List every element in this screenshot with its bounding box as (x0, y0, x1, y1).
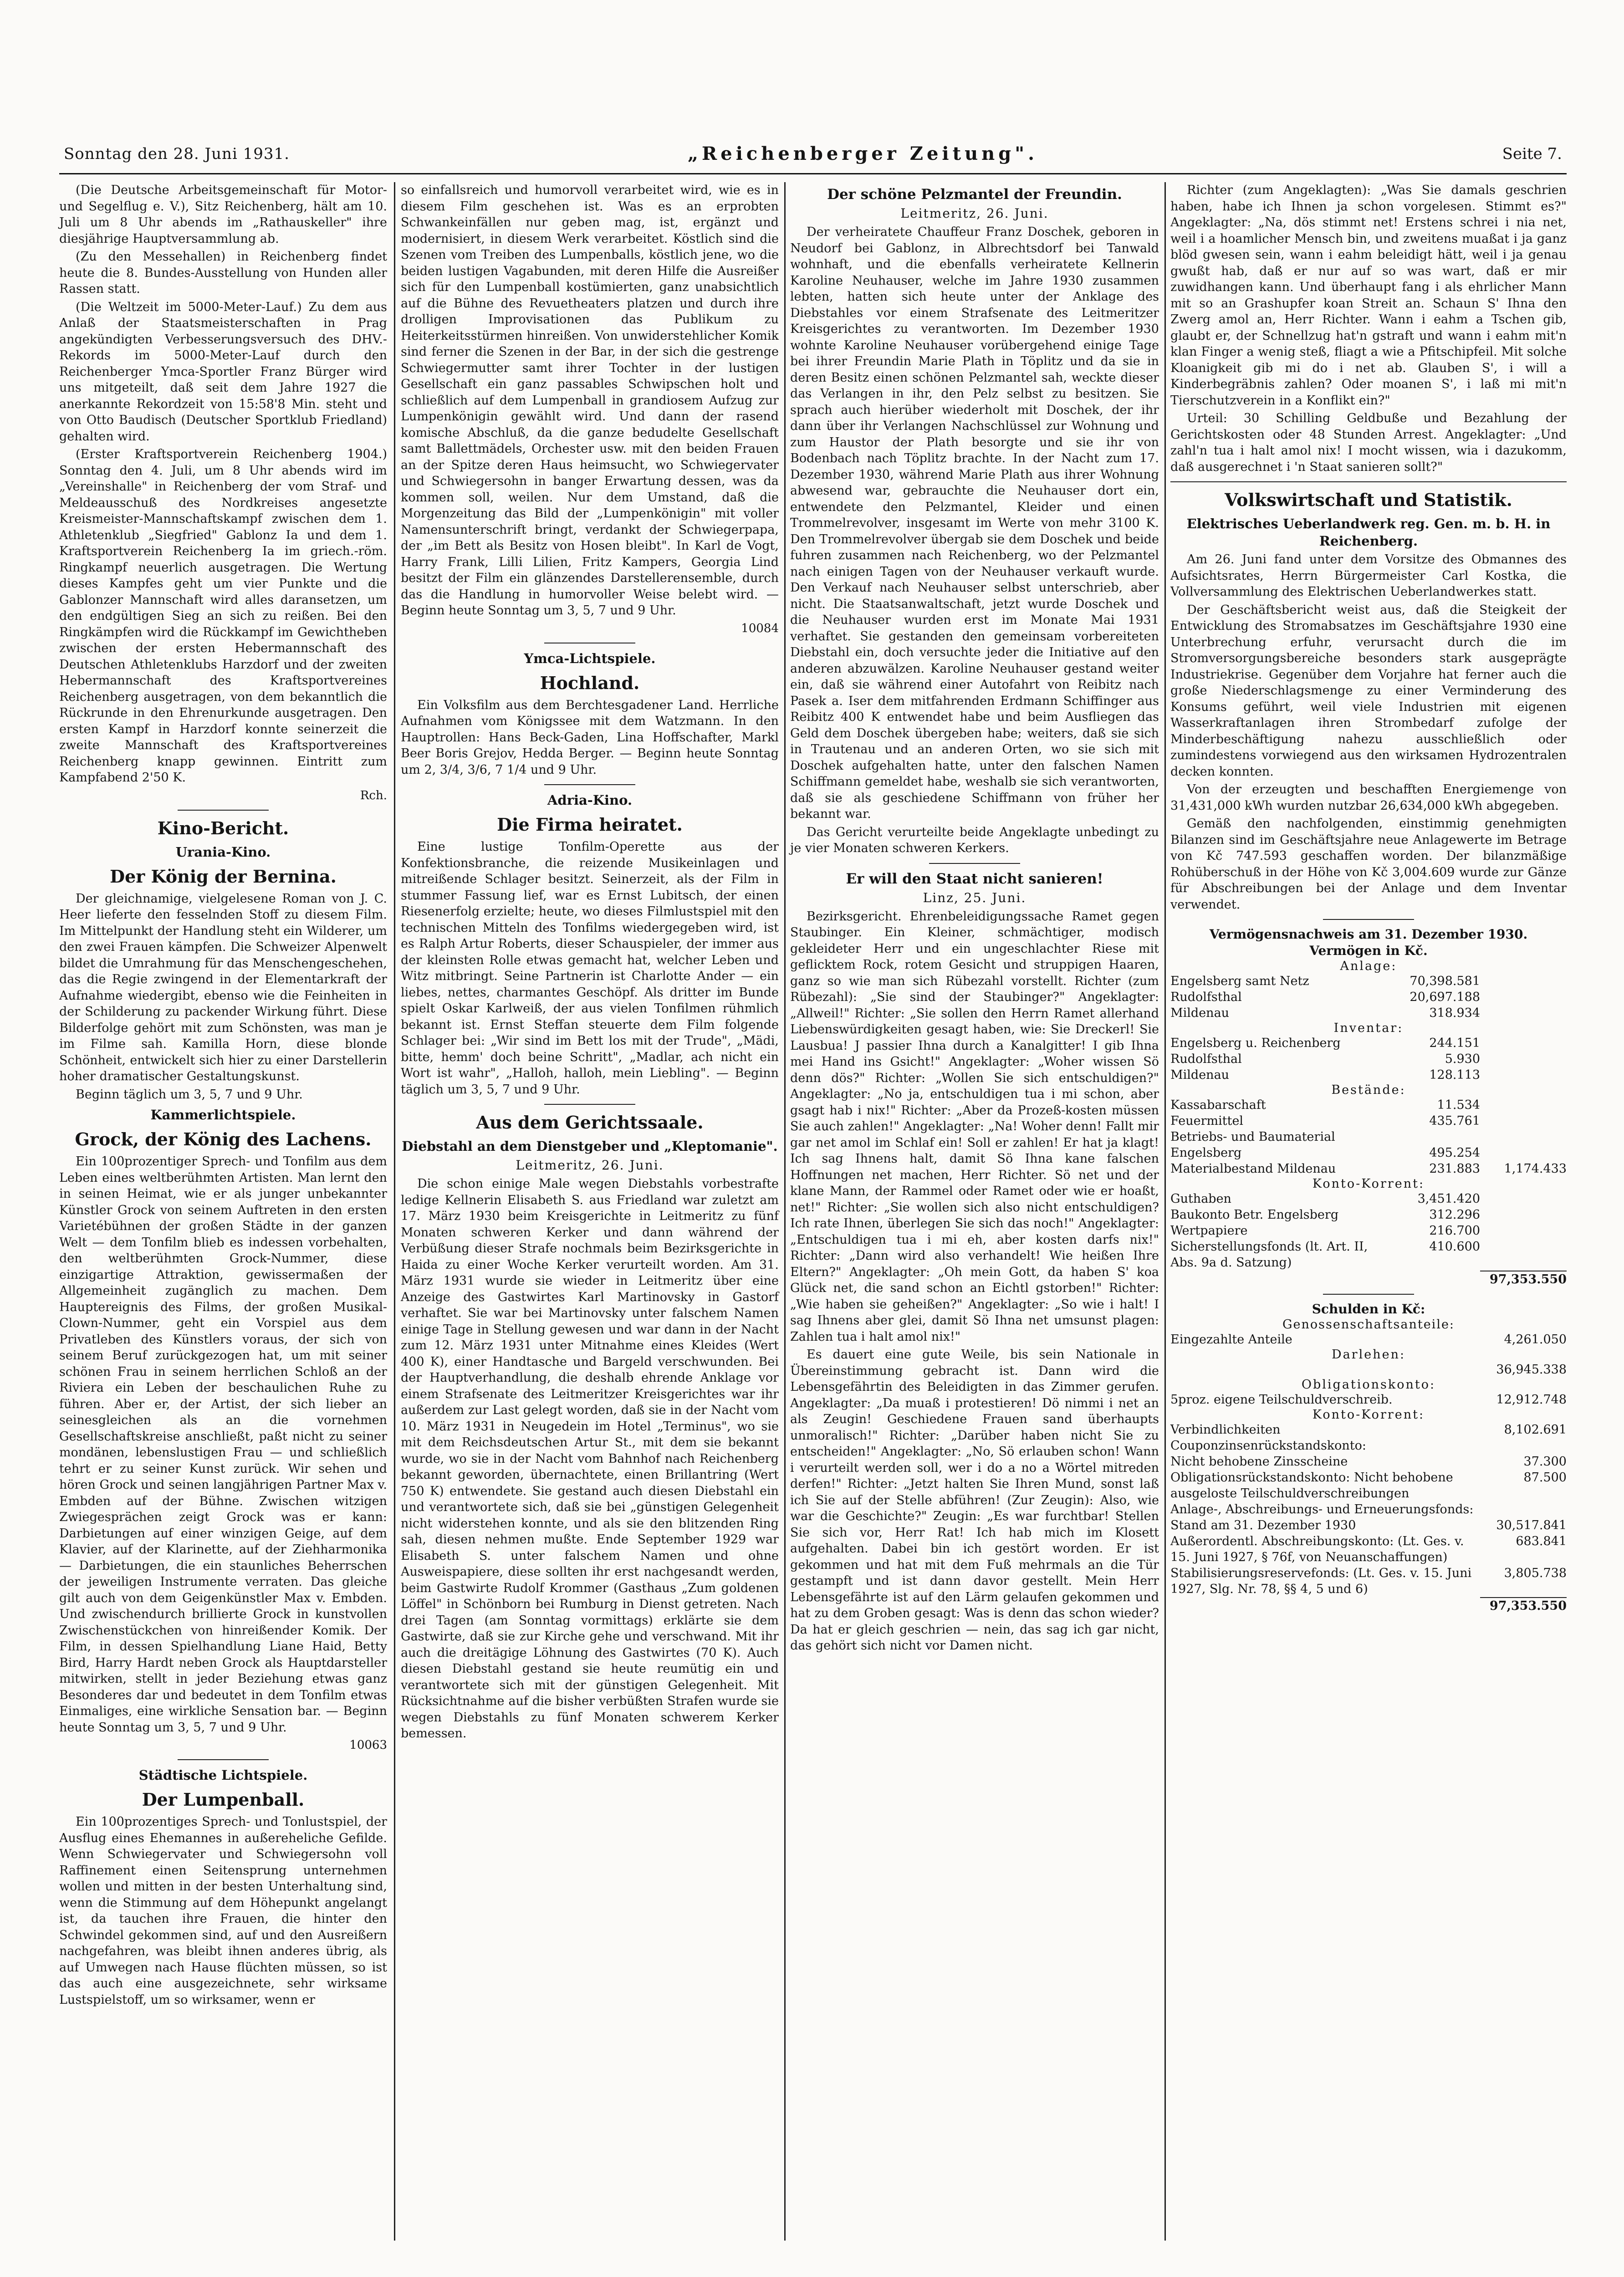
row-label: Engelsberg u. Reichenberg (1170, 1036, 1341, 1050)
divider (1170, 481, 1567, 482)
table-row (1170, 1362, 1567, 1378)
row-value: 495.254 (1429, 1146, 1480, 1160)
row-value: 244.151 (1429, 1036, 1480, 1050)
row-label: Guthaben (1170, 1192, 1231, 1206)
asset-table-anlage (1170, 973, 1567, 1021)
row-value (1480, 1005, 1567, 1021)
row-value: 87.500 (1523, 1470, 1567, 1485)
divider (1323, 1294, 1414, 1295)
asset-total (1170, 1271, 1567, 1287)
row-value (1480, 989, 1567, 1005)
row-label: Obligationsrückstandskonto: Nicht behobene ausgeloste Teilschuldverschreibungen (1170, 1470, 1453, 1501)
notice-flight-association: (Die Deutsche Arbeitsgemeinschaft für Motor- und Segelflug e. V.), Sitz Reichenberg, hält am 10. Juli um 8 Uhr abends im „Rathauskeller" ihre diesjährige Hauptversammlung ab. (59, 183, 387, 246)
divider (178, 1759, 269, 1760)
row-label: Außerordentl. Abschreibungskonto: (Lt. Ges. v. 15. Juni 1927, § 76f, von Neuanschaffungen) (1170, 1534, 1464, 1564)
issue-date: Sonntag den 28. Juni 1931. (64, 145, 290, 163)
table-row (1170, 1035, 1567, 1051)
article-heading: Hochland. (540, 672, 640, 693)
divider (544, 1104, 635, 1105)
table-row (1170, 1207, 1567, 1223)
column-3 (790, 182, 1159, 1656)
article-subheading: Elektrisches Ueberlandwerk reg. Gen. m. b. H. in Reichenberg. (1186, 516, 1551, 549)
row-value: 3,805.738 (1504, 1566, 1567, 1580)
table-row (1170, 1533, 1567, 1565)
article-heading: Grock, der König des Lachens. (75, 1129, 372, 1149)
row-label: Feuermittel (1170, 1114, 1244, 1128)
divider (178, 810, 269, 811)
table-row (1170, 1239, 1567, 1271)
table-row (1170, 1422, 1567, 1438)
notice-dog-show: (Zu den Messehallen) in Reichenberg findet heute die 8. Bundes-Ausstellung von Hunden aller Rassen statt. (59, 250, 387, 296)
row-value: 318.934 (1429, 1006, 1480, 1020)
row-label: Betriebs- und Baumaterial (1170, 1130, 1335, 1144)
table-row (1170, 1392, 1567, 1408)
column-divider (1164, 182, 1166, 2241)
row-value: 312.296 (1429, 1208, 1480, 1222)
column-divider (784, 182, 786, 2241)
cinema-name: Urania-Kino. (175, 844, 271, 860)
dateline: Leitmeritz, 26. Juni. (516, 1158, 664, 1173)
row-label: Nicht behobene Zinsscheine (1170, 1455, 1348, 1469)
divider (1323, 919, 1414, 920)
row-label: Kassabarschaft (1170, 1098, 1266, 1112)
asset-total-value: 97,353.550 (1480, 1271, 1567, 1287)
row-value (1480, 1438, 1567, 1454)
article-verdict: Urteil: 30 Schilling Geldbuße und Bezahlung der Gerichtskosten oder 48 Stunden Arrest. Angeklagter: „Und zahl'n tua i halt amol nix! I mocht wissen, wia i dazukomm, daß ausgerechnet i 'n Staat sanieren sollt?" (1170, 411, 1567, 474)
row-value: 8,102.691 (1504, 1423, 1567, 1437)
row-value: 435.761 (1429, 1114, 1480, 1128)
article-heading: Der schöne Pelzmantel der Freundin. (827, 186, 1122, 203)
dateline: Linz, 25. Juni. (923, 890, 1026, 905)
row-value (1480, 1067, 1567, 1083)
row-value: 30,517.841 (1496, 1518, 1567, 1532)
newspaper-title: „Reichenberger Zeitung". (688, 143, 1038, 164)
table-row (1170, 1191, 1567, 1207)
notice-5000m-record: (Die Weltzeit im 5000-Meter-Lauf.) Zu dem aus Anlaß der Staatsmeisterschaften in Prag angekündigten Verbesserungsversuch des DHV.-Rekords im 5000-Meter-Lauf durch den Reichenberger Ymca-Sportler Franz Bürger wird uns mitgeteilt, daß seit dem Jahre 1927 die anerkannte Rekordzeit von 15:58'8 Min. steht und von Otto Baudisch (Deutscher Sportklub Friedland) gehalten wird. (59, 300, 387, 444)
column-divider (394, 182, 395, 2241)
row-label: Rudolfsthal (1170, 990, 1242, 1004)
row-label: Mildenau (1170, 1068, 1230, 1082)
row-value (1480, 1207, 1567, 1223)
table-row (1170, 1454, 1567, 1470)
table-row (1170, 1161, 1567, 1177)
article-body: Die schon einige Male wegen Diebstahls vorbestrafte ledige Kellnerin Elisabeth S. aus Friedland war zuletzt am 17. März 1930 beim Kreisgerichte in Leitmeritz zu fünf Monaten schweren Kerker und dann während der Verbüßung dieser Strafe nochmals beim Bezirksgerichte in Haida zu einer Woche Kerker verurteilt worden. Am 31. März 1931 wurde sie wieder in Leitmeritz über eine Anzeige des Gastwirtes Karl Martinovsky in Gastorf verhaftet. Sie war bei Martinovsky unter falschem Namen einige Tage in Stellung gewesen und war dann in der Nacht zum 12. März 1931 unter Mitnahme eines Kleides (Wert 400 K), einer Handtasche und Bargeld verschwunden. Bei der Hauptverhandlung, die deshalb ehrende Anklage vor einem Strafsenate des Leitmeritzer Kreisgerichtes war ihr außerdem zur Last gelegt worden, daß sie in der Nacht vom 10. März 1931 in Neugedein im Hotel „Terminus", wo sie mit dem Reichsdeutschen Artur St., mit dem sie bekannt wurde, wo sie in der Nacht vom Bahnhof nach Reichenberg bekannt geworden, übernachtete, einen Brillantring (Wert 750 K) entwendete. Sie gestand auch diesen Diebstahl ein und verantwortete sich, daß sie bei „günstigen Gelegenheit nicht widerstehen konnte, und als sie den blitzenden Ring sah, diesen nehmen mußte. Ende September 1929 war Elisabeth S. unter falschem Namen und ohne Ausweispapiere, diese sollten ihr erst nachgesandt werden, beim Gastwirte Rudolf Krommer (Gasthaus „Zum goldenen Löffel" in Schönborn bei Rumburg in Dienst getreten. Nach drei Tagen (am Sonntag vormittags) erklärte sie dem Gastwirte, daß sie zur Kirche gehe und verschwand. Mit ihr auch die dreitägige Löhnung des Gastwirtes (70 K). Auch diesen Diebstahl gestand sie heute reumütig ein und verantwortete sich mit der günstigen Gelegenheit. Mit Rücksichtnahme auf die bisher verbüßten Strafen wurde sie wegen Diebstahls zu fünf Monaten schwerem Kerker bemessen. (401, 1177, 779, 1741)
table-row (1170, 989, 1567, 1005)
cinema-name: Kammerlichtspiele. (150, 1107, 296, 1123)
balance-title: Vermögensnachweis am 31. Dezember 1930. (1209, 927, 1528, 942)
row-value: 1,174.433 (1504, 1162, 1567, 1176)
table-row (1170, 1470, 1567, 1501)
ad-number: 10063 (349, 1738, 387, 1752)
row-value (1480, 1113, 1567, 1129)
balance-group-label: Obligationskonto: (1301, 1378, 1436, 1392)
liab-table-1 (1170, 1332, 1567, 1348)
row-label: Sicherstellungsfonds (lt. Art. II, Abs. 9a d. Satzung) (1170, 1240, 1368, 1270)
table-row (1170, 1332, 1567, 1348)
row-value (1480, 1035, 1567, 1051)
table-row (1170, 1145, 1567, 1161)
section-heading-cinema: Kino-Bericht. (157, 817, 289, 838)
liab-total-value: 97,353.550 (1480, 1598, 1567, 1614)
balance-subtitle: Vermögen in Kč. (1309, 943, 1428, 958)
article-body: Von der erzeugten und beschafften Energiemenge von 31,431,000 kWh wurden nutzbar 26,634,000 kWh abgegeben. (1170, 782, 1567, 813)
article-body: Der verheiratete Chauffeur Franz Doschek, geboren in Neudorf bei Gablonz, in Albrechtsdorf bei Tanwald wohnhaft, und die ebenfalls verheiratete Kellnerin Karoline Neuhauser, welche im Jahre 1930 zusammen lebten, hatten sich heute unter der Anklage des Diebstahles vor einem Strafsenate des Leitmeritzer Kreisgerichtes zu verantworten. Im Dezember 1930 wohnte Karoline Neuhauser vorübergehend einige Tage bei ihrer Freundin Marie Plath in Töplitz und da sie in deren Besitz einen schönen Pelzmantel sah, weckte dieser das Verlangen in ihr, den Pelz selbst zu besitzen. Sie sprach auch hierüber wiederholt mit Doschek, der ihr dann über ihr Verlangen Nachschlüssel zur Wohnung und zum Haustor der Plath besorgte und sie ihr von Bodenbach nach Töplitz brachte. In der Nacht zum 17. Dezember 1930, während Marie Plath aus ihrer Wohnung abwesend war, gebrauchte die Neuhauser dort ein, entwendete den Pelzmantel, Kleider und einen Trommelrevolver, insgesamt im Werte von mehr 3100 K. Den Trommelrevolver übergab sie dem Doschek und beide fuhren zusammen nach Reichenberg, wo der Pelzmantel nach einigen Tagen von der Neuhauser verkauft wurde. Den Verkauf nach Neuhauser selbst unterschrieb, aber nicht. Die Staatsanwaltschaft, jetzt wurde Doschek und die Neuhauser wurden erst im Monate Mai 1931 verhaftet. Sie gestanden den gemeinsam vorbereiteten Diebstahl ein, doch versuchte jeder die Initiative auf den anderen abzuwälzen. Karoline Neuhauser gestand weiter ein, daß sie während einer Autofahrt von Reibitz nach Pasek a. Iser dem mitfahrenden Erdmann Schiffinger aus Reibitz 400 K entwendet habe und beim Ausfliegen das Geld dem Doschek übergeben habe; weiters, daß sie sich in Trautenau und an anderen Orten, wo sie sich mit Doschek aufgehalten hatte, unter den falschen Namen Schiffmann gemeldet habe, weshalb sie sich verantworten, daß sie als geschiedene Schiffmann von früher her bekannt war. (790, 225, 1159, 821)
row-value: 5.930 (1445, 1052, 1480, 1066)
row-label (1170, 1362, 1480, 1378)
row-value: 410.600 (1429, 1240, 1480, 1254)
article-verdict: Das Gericht verurteilte beide Angeklagte unbedingt zu je vier Monaten schweren Kerkers. (790, 825, 1159, 855)
row-value: 683.841 (1516, 1534, 1567, 1548)
cinema-name: Adria-Kino. (547, 792, 633, 808)
divider (929, 863, 1020, 864)
article-body: Richter (zum Angeklagten): „Was Sie damals geschrien haben, habe ich Ihnen ja schon vorgelesen. Stimmt es?" Angeklagter: „Na, dös stimmt net! Erstens schrei i nia net, weil i a hoamlicher Mensch bin, und zweitens muaßat i ja ganz blöd gwesen sein, wann i eahm beleidigt hätt, weil i ja genau gwußt hab, daß er nur auf so was wart, daß er mir zuwidhangen kann. Und überhaupt fang i als ehrlicher Mann mit so an Grashupfer koan Streit an. Schaun S' Ihna den Zwerg amol an, Herr Richter. Wann i eahm a Tschen gib, glaubt er, der Schnellzug hat'n gstraft und wann i eahm mit'n klan Finger a wenig steß, fliagt a wie a Pfitschipfeil. Mit solche Kloanigkeit gib mi do i net ab. Glauben S', i will a Kinderbegräbnis zahlen? Oder moanen S', i laß mi mit'n Tierschutzverein in a Konflikt ein?" (1170, 183, 1567, 408)
balance-group-label: Konto-Korrent: (1312, 1177, 1425, 1191)
row-value: 20,697.188 (1410, 990, 1480, 1004)
table-row (1170, 1113, 1567, 1129)
row-value: 216.700 (1429, 1224, 1480, 1238)
row-value (1480, 1129, 1567, 1145)
column-4 (1170, 182, 1567, 1614)
column-2 (401, 182, 779, 1744)
article-heading: Er will den Staat nicht sanieren! (846, 870, 1103, 887)
balance-group-label: Inventar: (1333, 1021, 1404, 1035)
balance-group-label: Bestände: (1331, 1083, 1406, 1097)
liab-table-2 (1170, 1362, 1567, 1378)
row-value (1480, 1191, 1567, 1207)
row-label: Materialbestand Mildenau (1170, 1162, 1336, 1176)
article-subheading: Diebstahl an dem Dienstgeber und „Kleptomanie". (402, 1138, 778, 1154)
table-row (1170, 1223, 1567, 1239)
row-value (1480, 1145, 1567, 1161)
section-heading-economy: Volkswirtschaft und Statistik. (1225, 490, 1512, 510)
row-label: Mildenau (1170, 1006, 1230, 1020)
article-body: Eine lustige Tonfilm-Operette aus der Konfektionsbranche, die reizende Musikeinlagen und mitreißende Schlager besitzt. Seinerzeit, als der Film in stummer Fassung lief, war es Ernst Lubitsch, der einen Riesenerfolg erzielte; heute, wo dieses Filmlustspiel mit den technischen Mitteln des Tonfilms wiedergegeben wird, ist es Ralph Artur Roberts, dieser Schauspieler, der immer aus der kleinsten Rolle etwas gemacht hat, welcher Leben und Witz mitbringt. Seine Partnerin ist Charlotte Ander — ein liebes, nettes, charmantes Geschöpf. Als dritter im Bunde spielt Oskar Karlweiß, der aus vielen Tonfilmen rühmlich bekannt ist. Ernst Steffan steuerte dem Film folgende Schlager bei: „Wir sind im Bett los mit der Trude", „Mädi, bitte, hemm' doch beine Schritt", „Madlar, ach nicht ein Wort ist wahr", „Halloh, halloh, mein Liebling". — Beginn täglich um 3, 5, 7 und 9 Uhr. (401, 840, 779, 1097)
ad-number: 10084 (741, 621, 779, 635)
row-label: Couponzinsenrückstandskonto: (1170, 1439, 1367, 1453)
header-rule (59, 173, 1567, 174)
row-value (1480, 1501, 1567, 1517)
liab-table-3 (1170, 1392, 1567, 1408)
row-value: 12,912.748 (1496, 1393, 1567, 1407)
article-heading: Der König der Bernina. (110, 866, 337, 887)
row-value: 4,261.050 (1504, 1333, 1567, 1347)
table-row (1170, 1129, 1567, 1145)
article-body: Der gleichnamige, vielgelesene Roman von J. C. Heer lieferte den fesselnden Stoff zu diesem Film. Im Mittelpunkt der Handlung steht ein Wilderer, um den zwei Frauen kämpfen. Die Schweizer Alpenwelt bildet die Umrahmung für das Menschengeschehen, das die Regie zwingend in der Elementarkraft der Aufnahme wiedergibt, ebenso wie die Feinheiten in der Schilderung zu packender Wirkung führt. Diese Bilderfolge gehört mit zum Schönsten, was man je im Filme sah. Kamilla Horn, diese blonde Schönheit, entwickelt sich hier zu einer Darstellerin hoher dramatischer Gestaltungskunst. (59, 891, 387, 1083)
liab-table-4 (1170, 1422, 1567, 1597)
cinema-name: Städtische Lichtspiele. (138, 1767, 308, 1783)
balance-group-label: Genossenschaftsanteile: (1282, 1317, 1455, 1332)
table-row (1170, 1005, 1567, 1021)
article-body: Bezirksgericht. Ehrenbeleidigungssache Ramet gegen Staubinger. Ein Kleiner, schmächtiger, modisch gekleideter Herr und ein ungeschlachter Riese mit geflicktem Rock, rotem Gesicht und struppigen Haaren, ganz so wie man sich Rübezahl vorstellt. Richter (zum Rübezahl): „Sie sind der Staubinger?" Angeklagter: „Allweil!" Richter: „Sie sollen den Herrn Ramet allerhand Liebenswürdigkeiten gesagt haben, wie: Sie Dreckerl! Sie Lausbua! J passier Ihna durch a Kanalgitter! I gib Ihna mei Hand ins Gsicht!" Angeklagter: „Woher wissen Sö denn dös?" Richter: „Wollen Sie sich entschuldigen?" Angeklagter: „No ja, entschuldigen tua i mi schon, aber gsagt hab i nix!" Richter: „Aber da Prozeß-kosten müssen Sie auch zahlen!" Angeklagter: „Na! Woher denn! Fallt mir gar net amol im Schlaf ein! Soll er zahlen! Er hat ja klagt! Ich sag Ihnens halt, damit Sö Ihna kane falschen Hoffnungen net machen, Herr Richter. Sö net und der klane Mann, der Rammel oder Ramet oder wie er hoaßt, net!" Richter: „Sie wollen sich also nicht entschuldigen? Ich rate Ihnen, überlegen Sie sich das noch!" Angeklagter: „Entschuldigen tua i mi eh, aber kosten darfs nix!" Richter: „Dann wird also verhandelt! Wie heißen Ihre Eltern?" Angeklagter: „Oh mein Gott, da haben S' koa Glück net, die sand schon an Eichtl gstorben!" Richter: „Wie haben sie geheißen?" Angeklagter: „So wie i halt! I sag Ihnens aber glei, damit Sö Ihna net umsunst plagen: Zahlen tua i halt amol nix!" (790, 909, 1159, 1344)
article-body: Am 26. Juni fand unter dem Vorsitze des Obmannes des Aufsichtsrates, Herrn Bürgermeister Carl Kostka, die Vollversammlung des Elektrischen Ueberlandwerkes statt. (1170, 552, 1567, 599)
liabilities-title: Schulden in Kč: (1312, 1302, 1425, 1317)
row-label: Engelsberg samt Netz (1170, 974, 1309, 988)
table-row (1170, 1501, 1567, 1517)
row-value: 37.300 (1523, 1455, 1567, 1469)
article-heading: Die Firma heiratet. (497, 814, 683, 835)
article-body: Es dauert eine gute Weile, bis sein Nationale in Übereinstimmung gebracht ist. Dann wird die Lebensgefährtin des Beleidigten in das Zimmer gerufen. Angeklagter: „Da muaß i protestieren! Dö nimmi i net an als Zeugin! Geschiedene Frauen sand überhaupts unmoralisch!" Richter: „Darüber haben nicht Sie zu entscheiden!" Angeklagter: „No, Sö erlauben schon! Wann i verurteilt werden soll, wer i do a no a Wörtel mitreden derfen!" Richter: „Jetzt halten Sie Ihren Mund, sonst laß ich Sie auf der Stelle abführen! (Zur Zeugin): Also, wie war die Geschichte?" Zeugin: „Es war furchtbar! Stellen Sie sich vor, Herr Rat! Ich hab mich im Klosett aufgehalten. Dabei bin ich gestört worden. Er ist gekommen und hat mit dem Fuß mehrmals an die Tür gestampft und ist dann davor gestellt. Mein Herr Lebensgefährte ist auf den Lärm gelaufen gekommen und hat zu dem Groben gesagt: Was is denn das schon wieder? Da hat er gleich geschrien — nein, das sag ich gar nicht, das gehört sich nicht vor Damen nicht. (790, 1348, 1159, 1653)
column-1 (59, 182, 387, 2010)
row-label: Baukonto Betr. Engelsberg (1170, 1208, 1339, 1222)
row-value (1480, 1097, 1567, 1113)
row-label: 5proz. eigene Teilschuldverschreib. (1170, 1393, 1393, 1407)
row-value (1480, 1051, 1567, 1067)
author-sign: Rch. (360, 788, 387, 802)
row-value (1480, 1239, 1567, 1271)
article-body: Ein 100prozentiges Sprech- und Tonlustspiel, der Ausflug eines Ehemannes in außereheliche Gefilde. Wenn Schwiegervater und Schwiegersohn voll Raffinement einen Seitensprung unternehmen wollen und mitten in der besten Unterhaltung sind, wenn die Stimmung auf dem Höhepunkt angelangt ist, da tauchen ihre Frauen, die hinter den Schwindel gekommen sind, auf und den Ausreißern nachgefahren, was bleibt ihnen anderes übrig, als auf Umwegen nach Hause flüchten müssen, so ist das auch eine ausgezeichnete, sehr wirksame Lustspielstoff, um so wirksamer, wenn er (59, 1815, 387, 2007)
row-label: Anlage-, Abschreibungs- und Erneuerungsfonds: (1170, 1502, 1474, 1516)
row-value (1384, 1129, 1480, 1145)
article-body: so einfallsreich und humorvoll verarbeitet wird, wie es in diesem Film geschehen ist. Was es an erprobten Schwankeinfällen nur geben mag, ist, ergänzt und modernisiert, in diesem Werk verarbeitet. Köstlich sind die Szenen vom Treiben des Lumpenballs, köstlich jene, wo die beiden lustigen Vagabunden, mit deren Hilfe die Ausreißer sich für den Lumpenball kostümierten, ganz unabsichtlich auf die Bühne des Revuetheaters platzen und durch ihre drolligen Improvisationen das Publikum zu Heiterkeitsstürmen hinreißen. Von unwiderstehlicher Komik sind ferner die Szenen in der Bar, in der sich die gestrenge Schwiegermutter samt ihrer Tochter in der lustigen Gesellschaft ein ganz passables Schwipschen holt und schließlich auf dem Lumpenball in grandiosem Aufzug zur Lumpenkönigin gewählt wird. Und dann der rasend komische Abschluß, da die ganze bedudelte Gesellschaft samt Ballettmädels, Orchester usw. mit den beiden Frauen an der Spitze deren Haus heimsucht, wo Schwiegervater und Schwiegersohn in banger Erwartung dessen, was da kommen soll, weilen. Nur dem Umstand, daß die Morgenzeitung das Bild der „Lumpenkönigin" mit voller Namensunterschrift bringt, verdankt der Schwiegerpapa, der „im Bett als Besitz von Hosen bleibt". In Karl de Vogt, Harry Frank, Lilli Lilien, Fritz Kampers, Georgia Lind besitzt der Film ein glänzendes Darstellerensemble, durch das die Handlung in humorvoller Weise belebt wird. — Beginn heute Sonntag um 3, 5, 7 und 9 Uhr. (401, 183, 779, 618)
table-row (1170, 1067, 1567, 1083)
row-label: Wertpapiere (1170, 1224, 1248, 1238)
table-row (1170, 1565, 1567, 1597)
row-label: Verbindlichkeiten (1170, 1423, 1281, 1437)
table-row (1170, 973, 1567, 989)
notice-strength-sports: (Erster Kraftsportverein Reichenberg 1904.) Sonntag den 4. Juli, um 8 Uhr abends wird im „Vereinshalle" in Reichenberg der vom Straf- und Meldeausschuß des Nordkreises angesetzte Kreismeister-Mannschaftskampf zwischen dem 1. Athletenklub „Siegfried" Gablonz Ia und dem 1. Kraftsportverein Reichenberg Ia im griech.-röm. Ringkampf neuerlich ausgetragen. Die Wertung dieses Kampfes geht um vier Punkte und die Gablonzer Mannschaft wird alles daransetzen, um den endgültigen Sieg an sich zu reißen. Bei den Ringkämpfen wird die Rückkampf im Gewichtheben zwischen der ersten Hebermannschaft des Deutschen Athletenklubs Harzdorf und der zweiten Hebermannschaft des Kraftsportvereines Reichenberg ausgetragen, von dem bekanntlich die Rückrunde in den Ehrenurkunde ausgetragen. Den ersten Kampf in Harzdorf konnte seinerzeit die zweite Mannschaft des Kraftsportvereines Reichenberg knapp gewinnen. Eintritt zum Kampfabend 2'50 K. (59, 447, 387, 785)
masthead (64, 145, 1562, 174)
row-value: 231.883 (1429, 1162, 1480, 1176)
section-heading-court: Aus dem Gerichtssaale. (476, 1112, 704, 1133)
article-body: Der Geschäftsbericht weist aus, daß die Steigkeit der Entwicklung des Stromabsatzes im Geschäftsjahre 1930 eine Unterbrechung erfuhr, verursacht durch die im Stromversorgungsbereiche besonders stark ausgeprägte Industriekrise. Gegenüber dem Vorjahre hat ferner auch die große Niederschlagsmenge zu einer Verminderung des Konsums geführt, weil viele Industrien mit eigenen Wasserkraftanlagen ihren Strombedarf zufolge der Minderbeschäftigung nahezu ausschließlich oder zumindestens vorwiegend aus den wirksamen Hydrozentralen decken konnten. (1170, 602, 1567, 779)
asset-table-bestaende (1170, 1097, 1567, 1177)
article-body: Gemäß den nachfolgenden, einstimmig genehmigten Bilanzen sind im Geschäftsjahre neue Anlagewerte im Betrage von Kč 747.593 geschaffen worden. Der bilanzmäßige Rohüberschuß in der Höhe von Kč 3,004.609 wurde zur Gänze für Abschreibungen bei der Anlage und dem Inventar verwendet. (1170, 817, 1567, 912)
row-label: Eingezahlte Anteile (1170, 1333, 1292, 1347)
article-body: Ein 100prozentiger Sprech- und Tonfilm aus dem Leben eines weltberühmten Artisten. Man lernt den in seinen Heimat, wie er als junger unbekannter Künstler Grock von seinem Auftreten in den ersten Varietébühnen der großen Städte in der ganzen Welt — dem Tonfilm blieb es indessen vorbehalten, den weltberühmten Grock-Nummer, diese einzigartige Attraktion, gewissermaßen der Allgemeinheit zugänglich zu machen. Dem Hauptereignis des Films, der großen Musikal-Clown-Nummer, geht ein Vorspiel aus dem Privatleben des Künstlers voraus, der sich von seinem Beruf zurückgezogen hat, um mit seiner schönen Frau in seinem herrlichen Schloß an der Riviera ein Leben der beschaulichen Ruhe zu führen. Aber er, der Artist, der sich lieber an seinesgleichen als an die vornehmen Gesellschaftskreise anschließt, paßt nicht zu seiner mondänen, lebenslustigen Frau — und schließlich tehrt er zu seiner Kunst zurück. Wir sehen und hören Grock und seinen langjährigen Partner Max v. Embden auf der Bühne. Zwischen witzigen Zwiegesprächen zeigt Grock was er kann: Darbietungen auf einer winzigen Geige, auf dem Klavier, auf der Klarinette, auf der Ziehharmonika — Darbietungen, die ein staunliches Beherrschen der jeweiligen Instrumente verraten. Das gleiche gilt auch von dem Geigenkünstler Max v. Embden. Und zwischendurch brillierte Grock in kunstvollen Zwischenstückchen von hinreißender Komik. Der Film, in dessen Spielhandlung Liane Haid, Betty Bird, Harry Hardt neben Grock als Hauptdarsteller mitwirken, stellt in jeder Beziehung etwas ganz Besonderes dar und bedeutet in dem Tonfilm etwas Einmaliges, eine wirkliche Sensation bar. — Beginn heute Sonntag um 3, 5, 7 und 9 Uhr. (59, 1154, 387, 1735)
row-value: 3,451.420 (1417, 1192, 1480, 1206)
article-heading: Der Lumpenball. (142, 1789, 305, 1810)
balance-group-label: Konto-Korrent: (1312, 1408, 1425, 1422)
row-value: 128.113 (1429, 1068, 1480, 1082)
liab-total (1170, 1597, 1567, 1614)
row-label: Engelsberg (1170, 1146, 1242, 1160)
article-body: Ein Volksfilm aus dem Berchtesgadener Land. Herrliche Aufnahmen vom Königssee mit dem Watzmann. In den Hauptrollen: Hans Beck-Gaden, Lina Hoffschafter, Markl Beer Boris Grejov, Hedda Berger. — Beginn heute Sonntag um 2, 3/4, 3/6, 7 1/4 und 9 Uhr. (401, 698, 779, 777)
row-label: Stabilisierungsreservefonds: (Lt. Ges. v. 15. Juni 1927, Slg. Nr. 78, §§ 4, 5 und 6) (1170, 1566, 1472, 1596)
row-value (1480, 1223, 1567, 1239)
row-value: 36,945.338 (1496, 1363, 1567, 1377)
row-value: 70,398.581 (1410, 974, 1480, 988)
showtimes: Beginn täglich um 3, 5, 7 und 9 Uhr. (76, 1087, 303, 1102)
cinema-name: Ymca-Lichtspiele. (524, 650, 656, 666)
dateline: Leitmeritz, 26. Juni. (900, 206, 1049, 221)
table-row (1170, 1517, 1567, 1533)
balance-group-label: Darlehen: (1331, 1348, 1406, 1362)
asset-table-inventar (1170, 1035, 1567, 1083)
page-number: Seite 7. (1502, 145, 1562, 163)
divider (544, 784, 635, 785)
asset-table-konto (1170, 1191, 1567, 1271)
row-label: Stand am 31. Dezember 1930 (1170, 1518, 1356, 1532)
row-value (1480, 973, 1567, 989)
table-row (1170, 1051, 1567, 1067)
table-row (1170, 1097, 1567, 1113)
balance-group-label: Anlage: (1340, 959, 1397, 973)
row-label: Rudolfsthal (1170, 1052, 1242, 1066)
table-row (1170, 1438, 1567, 1454)
row-value: 11.534 (1437, 1098, 1480, 1112)
